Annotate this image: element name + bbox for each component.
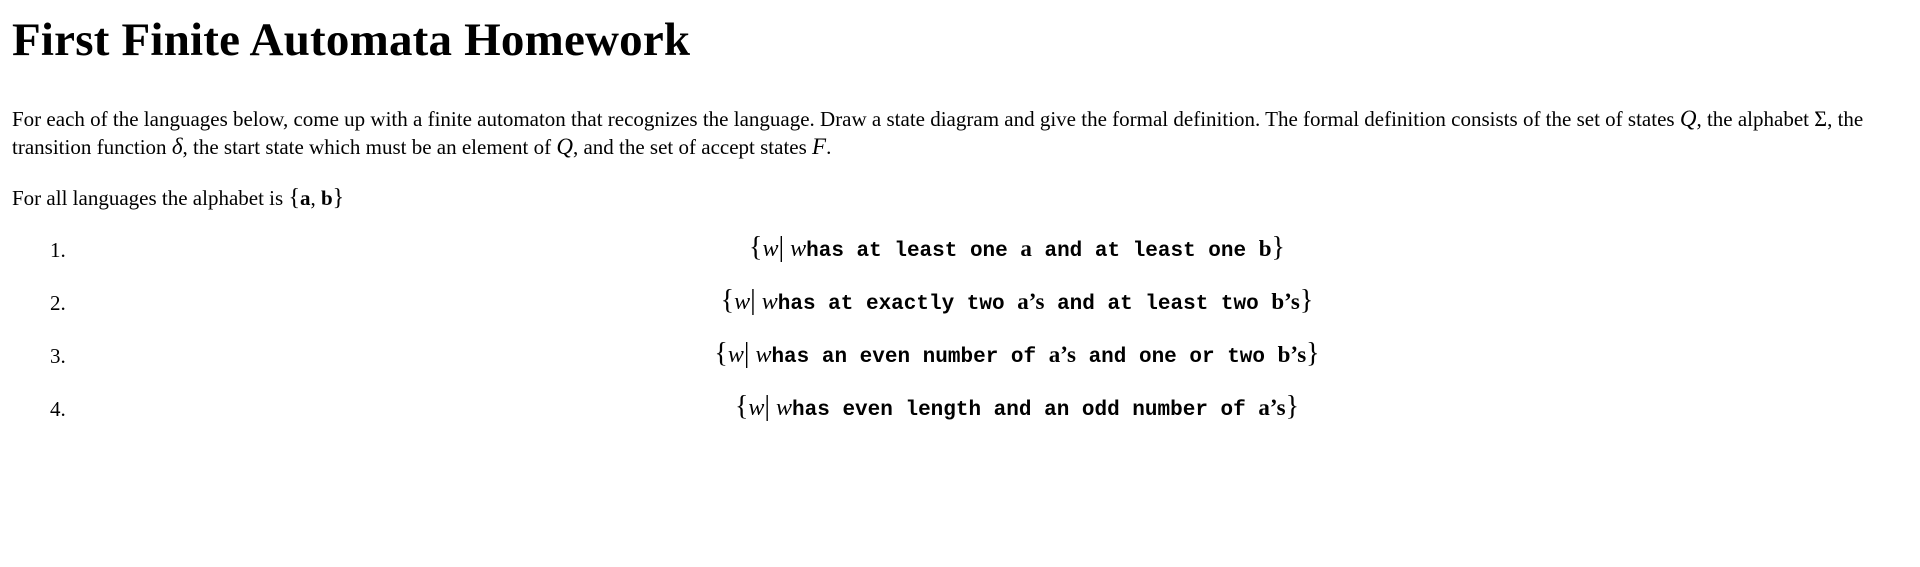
symbol-a: a’s [1048, 342, 1076, 367]
problem-number: 1. [50, 238, 66, 262]
transition-symbol: δ [171, 134, 183, 159]
symbol-a: a’s [1017, 289, 1045, 314]
instructions-paragraph [12, 105, 1902, 161]
states-symbol-2: Q [556, 134, 573, 159]
symbol-a: a [1020, 236, 1032, 261]
alphabet-statement [12, 184, 1907, 212]
problem-item [12, 277, 1907, 330]
problem-item [12, 383, 1907, 436]
problem-item [12, 224, 1907, 277]
alphabet-set-open: { [288, 185, 300, 211]
alphabet-comma: , [310, 186, 321, 210]
variable-w-2: w [776, 395, 793, 421]
symbol-b: b’s [1277, 342, 1307, 367]
variable-w: w [748, 395, 765, 421]
page-title: First Finite Automata Homework [12, 14, 691, 66]
condition-text-2: and at least two [1044, 293, 1272, 316]
problem-list [12, 224, 1907, 436]
set-open-brace: { [734, 391, 749, 422]
intro-text-4: , the start state which must be an element of [182, 135, 557, 159]
set-open-brace: { [714, 338, 728, 369]
intro-text-6: . [826, 135, 832, 159]
language-expression [12, 338, 1920, 374]
set-close-brace: } [1271, 232, 1285, 263]
condition-text-1: has an even number of [771, 346, 1049, 369]
accept-states-symbol: F [812, 134, 827, 159]
symbol-a: a’s [1258, 395, 1286, 420]
set-close-brace: } [1306, 338, 1320, 369]
variable-w: w [734, 289, 751, 315]
problem-number: 4. [50, 397, 66, 421]
such-that-bar: | [764, 391, 771, 422]
set-open-brace: { [749, 232, 763, 263]
such-that-bar: | [750, 285, 756, 316]
symbol-b: b’s [1271, 289, 1300, 314]
condition-text-1: has even length and an odd number of [792, 399, 1259, 422]
condition-text-1: has at exactly two [777, 293, 1018, 316]
variable-w-2: w [761, 289, 778, 315]
set-close-brace: } [1299, 285, 1314, 316]
intro-text-2: , the alphabet [1696, 107, 1815, 131]
intro-text-3: , the transition function [12, 107, 1864, 159]
condition-text-1: has at least one [806, 240, 1021, 263]
variable-w-2: w [755, 342, 772, 368]
problem-number: 3. [50, 344, 66, 368]
homework-page [0, 13, 1907, 436]
such-that-bar: | [778, 232, 785, 263]
alphabet-text: For all languages the alphabet is [12, 186, 289, 210]
set-close-brace: } [1285, 391, 1300, 422]
condition-text-2: and at least one [1031, 240, 1259, 263]
language-expression [12, 391, 1920, 427]
set-open-brace: { [720, 285, 735, 316]
condition-text-2: and one or two [1075, 346, 1278, 369]
variable-w: w [762, 236, 779, 262]
variable-w: w [727, 342, 744, 368]
intro-text-5: , and the set of accept states [572, 135, 813, 159]
alphabet-symbol: Σ [1814, 106, 1828, 131]
language-expression [12, 232, 1920, 268]
symbol-b: b [1258, 236, 1272, 261]
variable-w-2: w [790, 236, 807, 262]
alphabet-a: a [299, 186, 311, 210]
alphabet-b: b [320, 186, 333, 210]
language-expression [12, 285, 1920, 321]
such-that-bar: | [743, 338, 750, 369]
alphabet-set-close: } [332, 185, 345, 211]
states-symbol: Q [1679, 106, 1697, 131]
intro-text-1: For each of the languages below, come up with a finite automaton that recognizes the language. Draw a state diagram and give the formal definition. The formal definition consists of the set of states [12, 107, 1680, 131]
problem-number: 2. [50, 291, 66, 315]
problem-item [12, 330, 1907, 383]
